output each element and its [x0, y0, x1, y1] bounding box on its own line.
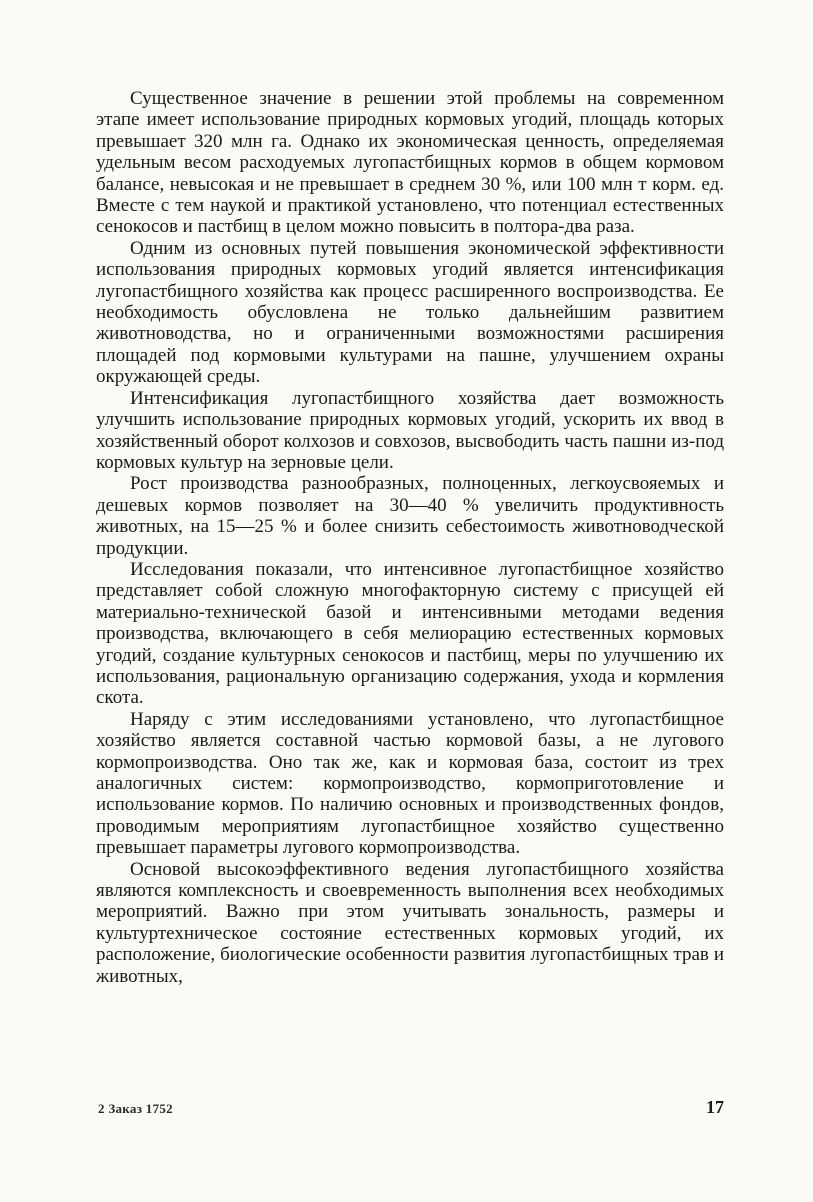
printer-signature: 2 Заказ 1752 — [98, 1101, 173, 1116]
page-number: 17 — [706, 1097, 724, 1117]
paragraph-1: Существенное значение в решении этой проблемы на современном этапе имеет использование природных кормовых угодий, площадь которых превышает 320 млн га. Однако их экономическая ценность, определяемая удельным весом расходуемых лугопастбищных кормов в общем кормовом балансе, невысокая и не превышает в среднем 30 %, или 100 млн т корм. ед. Вместе с тем наукой и практикой установлено, что потенциал естественных сенокосов и пастбищ в целом можно повысить в полтора-два раза. — [96, 88, 724, 238]
paragraph-6: Наряду с этим исследованиями установлено, что лугопастбищное хозяйство является составной частью кормовой базы, а не лугового кормопроизводства. Оно так же, как и кормовая база, состоит из трех аналогичных систем: кормопроизводство, кормоприготовление и использование кормов. По наличию основных и производственных фондов, проводимым мероприятиям лугопастбищное хозяйство существенно превышает параметры лугового кормопроизводства. — [96, 708, 724, 859]
paragraph-3: Интенсификация лугопастбищного хозяйства дает возможность улучшить использование природных кормовых угодий, ускорить их ввод в хозяйственный оборот колхозов и совхозов, высвободить часть пашни из-под кормовых культур на зерновые цели. — [96, 387, 724, 473]
paragraph-4: Рост производства разнообразных, полноценных, легкоусвояемых и дешевых кормов позволяет на 30—40 % увеличить продуктивность животных, на 15—25 % и более снизить себестоимость животноводческой продукции. — [96, 473, 724, 559]
paragraph-2: Одним из основных путей повышения экономической эффективности использования природных кормовых угодий является интенсификация лугопастбищного хозяйства как процесс расширенного воспроизводства. Ее необходимость обусловлена не только дальнейшим развитием животноводства, но и ограниченными возможностями расширения площадей под кормовыми культурами на пашне, улучшением охраны окружающей среды. — [96, 237, 724, 388]
paragraph-5: Исследования показали, что интенсивное лугопастбищное хозяйство представляет собой сложную многофакторную систему с присущей ей материально-технической базой и интенсивными методами ведения производства, включающего в себя мелиорацию естественных кормовых угодий, создание культурных сенокосов и пастбищ, меры по улучшению их использования, рациональную организацию содержания, ухода и кормления скота. — [96, 558, 724, 709]
paragraph-7: Основой высокоэффективного ведения лугопастбищного хозяйства являются комплексность и своевременность выполнения всех необходимых мероприятий. Важно при этом учитывать зональность, размеры и культуртехническое состояние естественных кормовых угодий, их расположение, биологические особенности развития лугопастбищных трав и животных, — [96, 858, 724, 987]
text-column — [96, 88, 724, 987]
